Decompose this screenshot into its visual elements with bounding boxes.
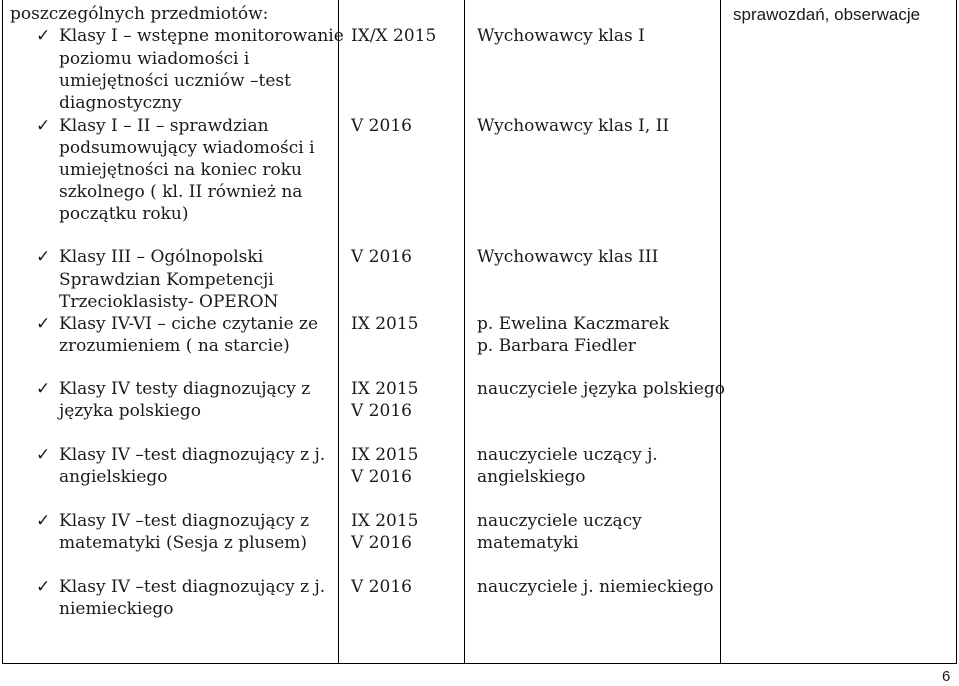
list-item-line: Klasy III – Ogólnopolski — [59, 247, 264, 267]
checkmark-icon: ✓ — [36, 379, 51, 399]
column-divider-3 — [720, 0, 721, 664]
responsible-cell: Wychowawcy klas I — [477, 26, 645, 46]
notes-cell: sprawozdań, obserwacje — [733, 5, 921, 24]
list-item-line: angielskiego — [59, 467, 168, 487]
responsible-cell: Wychowawcy klas I, II — [477, 116, 670, 136]
list-item-line: języka polskiego — [59, 401, 201, 421]
date-cell: V 2016 — [351, 533, 412, 553]
list-item-line: umiejętności uczniów –test — [59, 71, 291, 91]
responsible-cell: p. Barbara Fiedler — [477, 336, 636, 356]
date-cell: IX 2015 — [351, 314, 419, 334]
list-item-line: diagnostyczny — [59, 93, 182, 113]
date-cell: V 2016 — [351, 401, 412, 421]
date-cell: V 2016 — [351, 467, 412, 487]
list-item-line: Klasy I – II – sprawdzian — [59, 116, 269, 136]
responsible-cell: nauczyciele uczący j. — [477, 445, 658, 465]
list-item-line: niemieckiego — [59, 599, 174, 619]
intro-text: poszczególnych przedmiotów: — [10, 4, 269, 24]
checkmark-icon: ✓ — [36, 577, 51, 597]
list-item-line: Sprawdzian Kompetencji — [59, 270, 274, 290]
list-item-line: umiejętności na koniec roku — [59, 160, 303, 180]
responsible-cell: matematyki — [477, 533, 579, 553]
list-item-line: poziomu wiadomości i — [59, 49, 250, 69]
checkmark-icon: ✓ — [36, 247, 51, 267]
page-number: 6 — [942, 668, 951, 685]
table-border-right — [956, 0, 957, 664]
responsible-cell: p. Ewelina Kaczmarek — [477, 314, 670, 334]
column-divider-2 — [464, 0, 465, 664]
list-item-line: Klasy IV testy diagnozujący z — [59, 379, 311, 399]
table-border-bottom — [2, 663, 957, 664]
responsible-cell: nauczyciele uczący — [477, 511, 642, 531]
list-item-line: Klasy IV –test diagnozujący z j. — [59, 445, 326, 465]
responsible-cell: nauczyciele języka polskiego — [477, 379, 725, 399]
list-item-line: szkolnego ( kl. II również na — [59, 182, 303, 202]
list-item-line: zrozumieniem ( na starcie) — [59, 336, 290, 356]
date-cell: IX 2015 — [351, 445, 419, 465]
date-cell: V 2016 — [351, 116, 412, 136]
table-border-left — [2, 0, 3, 664]
list-item-line: początku roku) — [59, 204, 189, 224]
list-item-line: podsumowujący wiadomości i — [59, 138, 315, 158]
checkmark-icon: ✓ — [36, 511, 51, 531]
date-cell: V 2016 — [351, 247, 412, 267]
list-item-line: matematyki (Sesja z plusem) — [59, 533, 308, 553]
list-item-line: Trzecioklasisty- OPERON — [59, 292, 279, 312]
checkmark-icon: ✓ — [36, 116, 51, 136]
checkmark-icon: ✓ — [36, 26, 51, 46]
list-item-line: Klasy IV –test diagnozujący z — [59, 511, 310, 531]
column-divider-1 — [338, 0, 339, 664]
list-item-line: Klasy IV –test diagnozujący z j. — [59, 577, 326, 597]
list-item-line: Klasy IV-VI – ciche czytanie ze — [59, 314, 319, 334]
date-cell: V 2016 — [351, 577, 412, 597]
list-item-line: Klasy I – wstępne monitorowanie — [59, 26, 344, 46]
responsible-cell: nauczyciele j. niemieckiego — [477, 577, 714, 597]
date-cell: IX 2015 — [351, 379, 419, 399]
checkmark-icon: ✓ — [36, 314, 51, 334]
checkmark-icon: ✓ — [36, 445, 51, 465]
date-cell: IX 2015 — [351, 511, 419, 531]
responsible-cell: angielskiego — [477, 467, 586, 487]
date-cell: IX/X 2015 — [351, 26, 437, 46]
responsible-cell: Wychowawcy klas III — [477, 247, 659, 267]
